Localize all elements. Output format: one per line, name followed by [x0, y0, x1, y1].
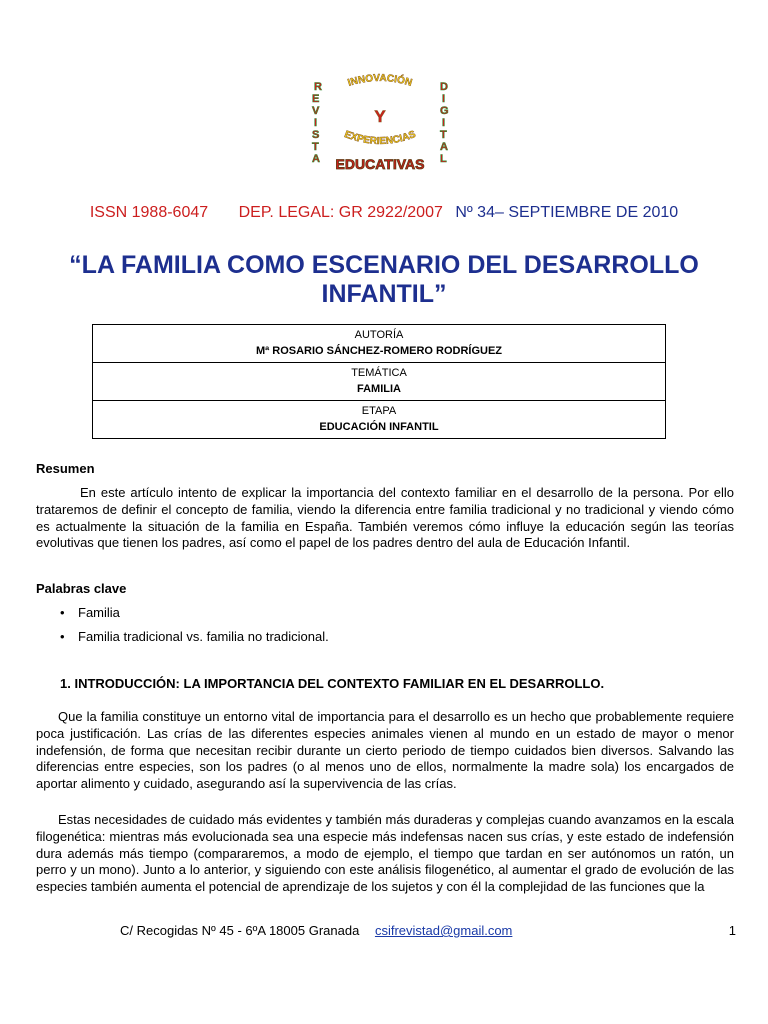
- article-title: “LA FAMILIA COMO ESCENARIO DEL DESARROLLO INFANTIL”: [69, 251, 699, 308]
- logo-left-letter: I: [314, 117, 318, 129]
- meta-value: FAMILIA: [357, 383, 401, 395]
- meta-value: EDUCACIÓN INFANTIL: [319, 421, 439, 433]
- logo-middle-text: Y: [374, 107, 386, 126]
- legal-deposit: DEP. LEGAL: GR 2922/2007: [238, 204, 443, 221]
- body-paragraph: Que la familia constituye un entorno vital de importancia para el desarrollo es un hecho que probablemente requiere poca justificación. Las crías de las diferentes especies animales vienen al mundo en un estado de mayor o menor indefensión, de forma que necesitan recibir durante un cierto periodo de tiempo cuidados bien diversos. Salvando las diferencias entre especies, son los padres (o al menos uno de ellos, normalmente la madre sola) los encargados de aportar alimento y cuidado, asegurando así la supervivencia de las crías.: [36, 709, 734, 792]
- meta-value: Mª ROSARIO SÁNCHEZ-ROMERO RODRÍGUEZ: [255, 345, 503, 357]
- keyword-text: Familia tradicional vs. familia no tradicional.: [78, 629, 329, 644]
- meta-label: TEMÁTICA: [351, 367, 407, 379]
- bullet-icon: •: [60, 629, 65, 644]
- logo-left-letter: R: [314, 81, 322, 93]
- logo-left-column: [312, 81, 322, 165]
- keywords-heading: Palabras clave: [36, 581, 127, 596]
- logo-bottom-text: EXPERIENCIAS: [342, 129, 418, 148]
- logo-right-letter: I: [442, 117, 446, 129]
- logo-right-letter: A: [440, 141, 448, 153]
- issue-header: [0, 204, 768, 222]
- logo-right-letter: L: [440, 153, 447, 165]
- page-footer: [120, 923, 736, 938]
- meta-cell: [93, 363, 666, 401]
- logo-left-letter: V: [312, 105, 320, 117]
- logo-right-column: [440, 81, 449, 165]
- keywords-list: [36, 604, 329, 652]
- logo-banner-text: EDUCATIVAS: [335, 156, 425, 172]
- footer-email-link[interactable]: csifrevistad@gmail.com: [374, 923, 513, 938]
- article-meta-table: [92, 324, 666, 439]
- logo-left-letter: E: [312, 93, 320, 105]
- logo-right-letter: G: [440, 105, 449, 117]
- meta-label: AUTORÍA: [354, 329, 404, 341]
- journal-logo: [290, 66, 470, 180]
- abstract-text: En este artículo intento de explicar la importancia del contexto familiar en el desarrollo de la persona. Por ello trataremos de definir el concepto de familia, viendo la diferencia entre familia tradicional y no tradicional y viendo cómo es actualmente la situación de la familia en España. También veremos cómo influye la educación según las teorías evolutivas que tienen los padres, así como el papel de los padres dentro del aula de Educación Infantil.: [36, 485, 734, 551]
- keyword-item: [36, 604, 329, 628]
- meta-row-stage: [93, 401, 666, 439]
- keyword-text: Familia: [78, 605, 120, 620]
- logo-left-letter: T: [312, 141, 319, 153]
- logo-right-letter: D: [440, 81, 448, 93]
- footer-address: C/ Recogidas Nº 45 - 6ºA 18005 Granada: [120, 923, 360, 938]
- logo-right-letter: I: [442, 93, 446, 105]
- logo-left-letter: S: [312, 129, 320, 141]
- logo-right-letter: T: [440, 129, 447, 141]
- logo-left-letter: A: [312, 153, 320, 165]
- section-heading: 1. INTRODUCCIÓN: LA IMPORTANCIA DEL CONTEXTO FAMILIAR EN EL DESARROLLO.: [60, 676, 605, 691]
- issue-number: Nº 34– SEPTIEMBRE DE 2010: [455, 204, 679, 221]
- meta-label: ETAPA: [361, 405, 397, 417]
- bullet-icon: •: [60, 605, 65, 620]
- abstract-heading: Resumen: [36, 461, 95, 476]
- meta-cell: [93, 401, 666, 439]
- meta-cell: [93, 325, 666, 363]
- logo-top-text: INNOVACIÓN: [346, 72, 414, 89]
- page-number: 1: [728, 923, 736, 938]
- meta-row-author: [93, 325, 666, 363]
- body-paragraph: Estas necesidades de cuidado más evidentes y también más duraderas y complejas cuando avanzamos en la escala filogenética: mientras más evolucionada sea una especie más indefensas nacen sus crías, y este estado de indefensión dura además más tiempo (compararemos, a modo de ejemplo, el tiempo que tardan en ser autónomos un ratón, un perro y un mono). Junto a lo anterior, y siguiendo con este análisis filogenético, al aumentar el grado de evolución de las especies también aumenta el potencial de aprendizaje de los sujetos y con él la complejidad de las funciones que la: [36, 812, 734, 895]
- issn: ISSN 1988-6047: [89, 204, 209, 221]
- meta-row-topic: [93, 363, 666, 401]
- keyword-item: [36, 628, 329, 652]
